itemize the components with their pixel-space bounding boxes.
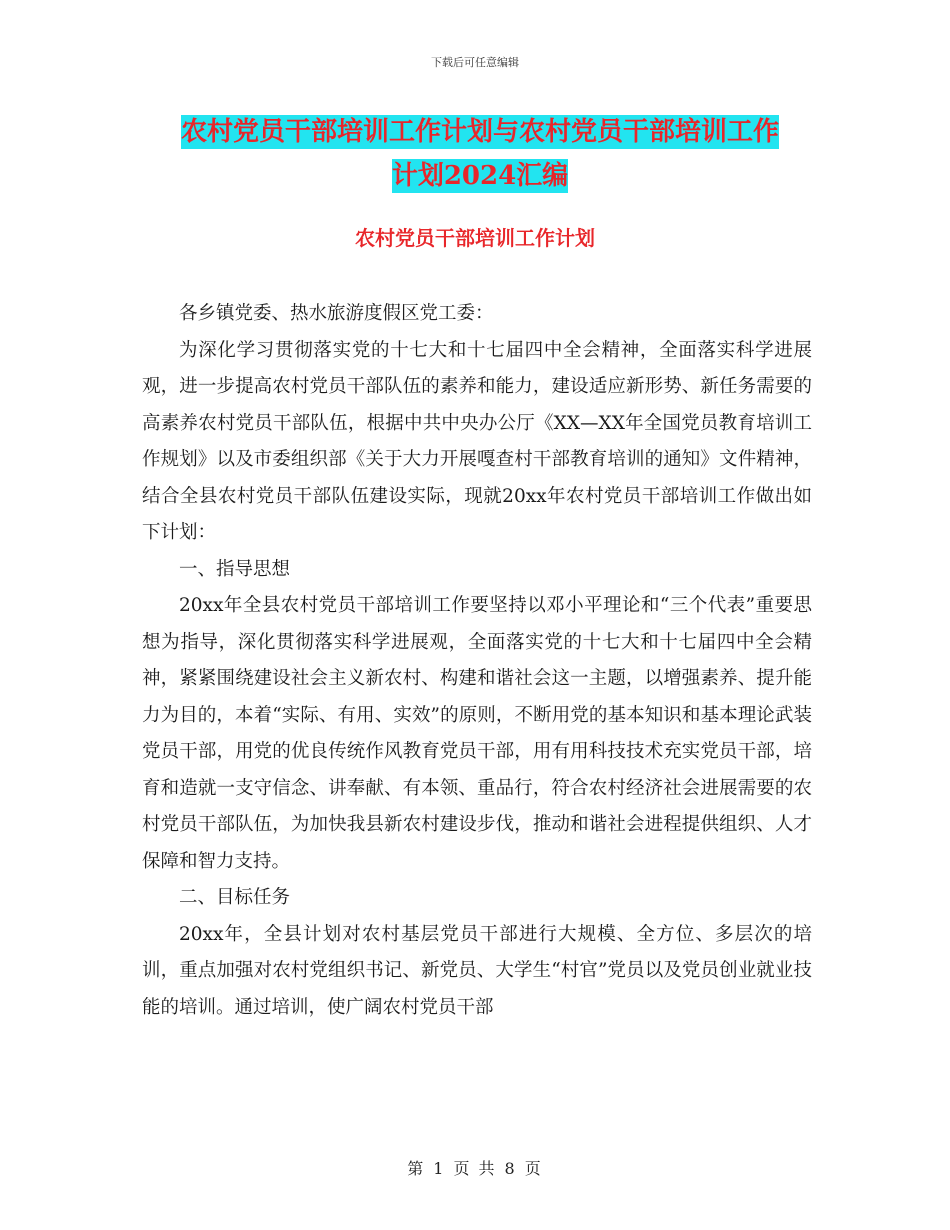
paragraph-intro: 为深化学习贯彻落实党的十七大和十七届四中全会精神，全面落实科学进展观，进一步提高农村党员干部队伍的素养和能力，建设适应新形势、新任务需要的高素养农村党员干部队伍，根据中共中央办公厅《XX—XX年全国党员教育培训工作规划》以及市委组织部《关于大力开展嘎查村干部教育培训的通知》文件精神，结合全县农村党员干部队伍建设实际，现就20xx年农村党员干部培训工作做出如下计划：	[142, 339, 812, 543]
page-label-prefix: 第	[407, 1159, 426, 1178]
paragraph-goals-tasks: 20xx年，全县计划对农村基层党员干部进行大规模、全方位、多层次的培训，重点加强对农村党组织书记、新党员、大学生“村官”党员以及党员创业就业技能的培训。通过培训，使广阔农村党员干部	[142, 923, 812, 1018]
header-note: 下载后可任意编辑	[431, 56, 519, 69]
paragraph-salutation: 各乡镇党委、热水旅游度假区党工委：	[179, 303, 494, 324]
document-body	[142, 296, 812, 1026]
page-label-suffix: 页	[524, 1159, 543, 1178]
document-title	[140, 110, 820, 198]
page-footer	[0, 1156, 950, 1179]
section-title: 农村党员干部培训工作计划	[355, 226, 595, 250]
heading-guiding-ideology: 一、指导思想	[179, 558, 291, 580]
page-label-mid: 页 共	[453, 1159, 497, 1178]
page-total-number: 8	[504, 1159, 517, 1178]
heading-goals-tasks: 二、目标任务	[179, 887, 291, 908]
document-title-line-2: 计划2024汇编	[391, 161, 569, 191]
document-title-line-1: 农村党员干部培训工作计划与农村党员干部培训工作	[180, 117, 779, 147]
page-current-number: 1	[433, 1159, 446, 1178]
paragraph-guiding-ideology: 20xx年全县农村党员干部培训工作要坚持以邓小平理论和“三个代表”重要思想为指导，深化贯彻落实科学进展观，全面落实党的十七大和十七届四中全会精神，紧紧围绕建设社会主义新农村、构建和谐社会这一主题，以增强素养、提升能力为目的，本着“实际、有用、实效”的原则，不断用党的基本知识和基本理论武装党员干部，用党的优良传统作风教育党员干部，用有用科技技术充实党员干部，培育和造就一支守信念、讲奉献、有本领、重品行，符合农村经济社会进展需要的农村党员干部队伍，为加快我县新农村建设步伐，推动和谐社会进程提供组织、人才保障和智力支持。	[142, 595, 812, 872]
